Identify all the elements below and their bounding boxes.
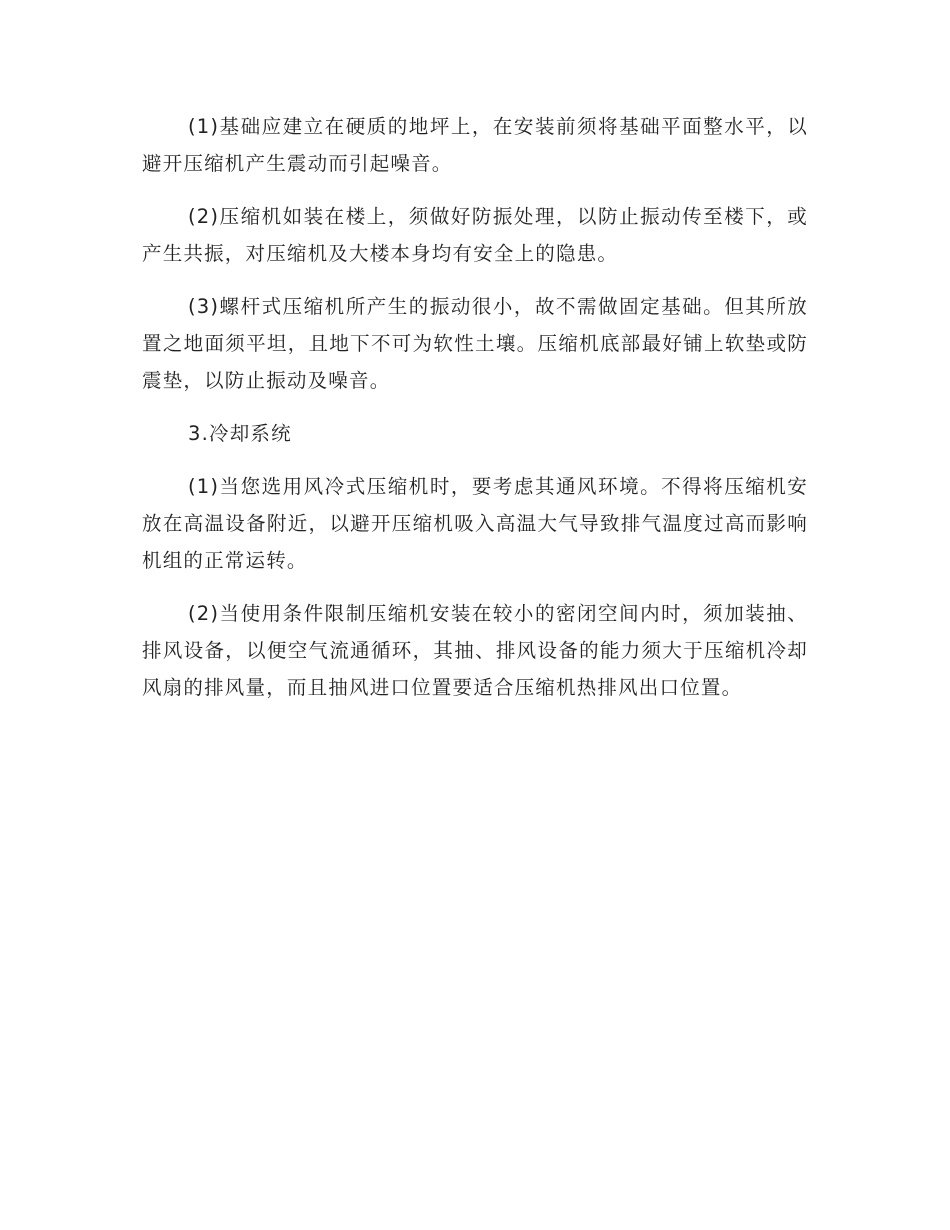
section-heading-cooling-system: 3.冷却系统	[188, 422, 292, 445]
paragraph-screw-compressor-base: (3)螺杆式压缩机所产生的振动很小，故不需做固定基础。但其所放置之地面须平坦，且地下不可为软性土壤。压缩机底部最好铺上软垫或防震垫，以防止振动及噪音。	[142, 295, 808, 392]
paragraph-air-cooled-ventilation: (1)当您选用风冷式压缩机时，要考虑其通风环境。不得将压缩机安放在高温设备附近，以避开压缩机吸入高温大气导致排气温度过高而影响机组的正常运转。	[142, 475, 808, 572]
document-body	[142, 108, 808, 722]
paragraph-enclosed-space-exhaust: (2)当使用条件限制压缩机安装在较小的密闭空间内时，须加装抽、 排风设备，以便空气流通循环，其抽、排风设备的能力须大于压缩机冷却风扇的排风量，而且抽风进口位置要适合压缩机热排风出口位置。	[142, 602, 808, 699]
paragraph-foundation-hard-ground: (1)基础应建立在硬质的地坪上，在安装前须将基础平面整水平，以避开压缩机产生震动而引起噪音。	[142, 115, 808, 175]
paragraph-upstairs-vibration-proofing: (2)压缩机如装在楼上，须做好防振处理，以防止振动传至楼下，或产生共振，对压缩机及大楼本身均有安全上的隐患。	[142, 205, 808, 265]
